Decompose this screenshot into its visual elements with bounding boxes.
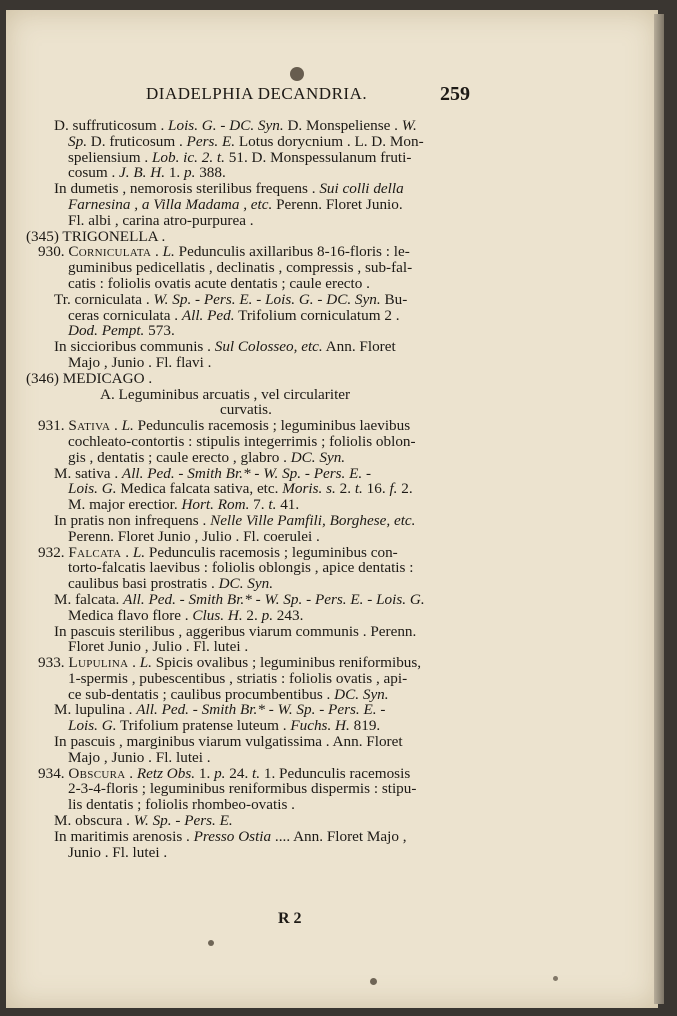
text-line <box>6 750 658 766</box>
line-text: 2. <box>397 480 413 498</box>
citation-text: W. <box>401 117 417 134</box>
citation-text: J. B. H. <box>119 164 166 182</box>
line-text: 819. <box>349 717 381 735</box>
line-text: D. Monspeliense . <box>283 117 402 134</box>
line-text: Pedunculis racemosis ; leguminibus laevibus <box>133 417 411 435</box>
line-text: Lotus dorycnium . L. D. Mon- <box>235 132 424 150</box>
text-line <box>6 387 658 403</box>
ink-speck <box>553 976 558 981</box>
citation-text: All. Ped. - Smith Br.* - W. Sp. - Pers. E. - <box>136 701 386 719</box>
line-text: . <box>125 764 137 782</box>
line-text: Trifolium corniculatum 2 . <box>234 306 400 324</box>
citation-text: t. <box>268 496 277 514</box>
text-line <box>6 497 658 513</box>
text-line <box>6 371 658 387</box>
species-name: Sativa <box>68 417 111 435</box>
line-text: 931. <box>38 417 69 435</box>
text-line <box>6 576 658 592</box>
citation-text: DC. Syn. <box>290 448 346 466</box>
ink-speck <box>290 67 304 81</box>
line-text: In pratis non infrequens . <box>54 511 211 529</box>
line-text: cosum . <box>68 164 120 182</box>
citation-text: Fuchs. H. <box>290 717 350 735</box>
text-line <box>6 829 658 845</box>
line-text: In pascuis sterilibus , aggeribus viarum communis . Perenn. <box>54 622 417 640</box>
line-text: guminibus pedicellatis , declinatis , compressis , sub-fal- <box>68 259 413 277</box>
citation-text: W. Sp. - Pers. E. - Lois. G. - DC. Syn. <box>153 290 381 308</box>
line-text: .... Ann. Floret Majo , <box>271 827 407 845</box>
line-text: Majo , Junio . Fl. lutei . <box>68 748 211 766</box>
citation-text: L. <box>162 243 175 261</box>
text-line <box>6 466 658 482</box>
citation-text: Pers. E. <box>186 132 236 150</box>
line-text: (345) TRIGONELLA . <box>26 227 166 245</box>
line-text: Fl. albi , carina atro-purpurea . <box>68 211 254 229</box>
line-text: Junio . Fl. lutei . <box>68 843 168 861</box>
text-line <box>6 181 658 197</box>
line-text: 2. <box>335 480 355 498</box>
line-text: M. sativa . <box>54 464 122 482</box>
line-text: Floret Junio , Julio . Fl. lutei . <box>68 638 249 656</box>
line-text: Ann. Floret <box>322 338 396 356</box>
line-text: In dumetis , nemorosis sterilibus frequens . <box>54 180 320 198</box>
text-line <box>6 687 658 703</box>
running-title: DIADELPHIA DECANDRIA. <box>146 84 368 103</box>
line-text: 1. <box>165 164 185 182</box>
citation-text: Sui colli della <box>319 180 404 198</box>
citation-text: Lois. G. - DC. Syn. <box>168 117 284 134</box>
text-line <box>6 639 658 655</box>
text-line <box>6 481 658 497</box>
line-text: caulibus basi prostratis . <box>68 575 219 593</box>
citation-text: Lois. G. <box>68 717 117 735</box>
line-text: 388. <box>195 164 226 182</box>
line-text: Trifolium pratense luteum . <box>116 717 291 735</box>
line-text: Perenn. Floret Junio. <box>272 195 403 213</box>
text-line <box>6 229 658 245</box>
line-text: 934. <box>38 764 69 782</box>
book-page <box>6 10 658 1008</box>
citation-text: f. <box>389 480 398 498</box>
citation-text: W. Sp. - Pers. E. <box>133 812 233 830</box>
text-line <box>6 418 658 434</box>
text-line <box>6 339 658 355</box>
page-number: 259 <box>440 83 470 105</box>
line-text: Perenn. Floret Junio , Julio . Fl. coerulei . <box>68 527 320 545</box>
line-text: Tr. corniculata . <box>54 290 154 308</box>
line-text: Spicis ovalibus ; leguminibus reniformibus, <box>151 654 422 672</box>
text-line <box>6 702 658 718</box>
line-text: 932. <box>38 543 69 561</box>
citation-text: p. <box>261 606 273 624</box>
citation-text: Hort. Rom. <box>181 496 250 514</box>
text-line <box>6 718 658 734</box>
text-line <box>6 323 658 339</box>
citation-text: Sp. <box>68 132 87 150</box>
citation-text: Clus. H. <box>192 606 243 624</box>
line-text: Pedunculis racemosis ; leguminibus con- <box>145 543 398 561</box>
line-text: Bu- <box>380 290 408 308</box>
text-line <box>6 213 658 229</box>
text-line <box>6 845 658 861</box>
line-text: . <box>151 243 163 261</box>
text-line <box>6 197 658 213</box>
line-text: gis , dentatis ; caule erecto , glabro . <box>68 448 291 466</box>
citation-text: DC. Syn. <box>218 575 274 593</box>
citation-text: Lois. G. <box>68 480 117 498</box>
line-text: In maritimis arenosis . <box>54 827 194 845</box>
line-text: D. suffruticosum . <box>54 117 169 134</box>
line-text: 1. Pedunculis racemosis <box>260 764 411 782</box>
text-line <box>6 545 658 561</box>
species-name: Falcata <box>68 543 122 561</box>
citation-text: p. <box>214 764 226 782</box>
text-line <box>6 813 658 829</box>
text-line <box>6 766 658 782</box>
text-line <box>6 355 658 371</box>
citation-text: t. <box>354 480 363 498</box>
citation-text: Retz Obs. <box>136 764 196 782</box>
line-text: . <box>110 417 122 435</box>
ink-speck <box>208 940 214 946</box>
line-text: Pedunculis axillaribus 8-16-floris : le- <box>174 243 410 261</box>
ink-speck <box>370 978 377 985</box>
line-text: 573. <box>144 322 175 340</box>
line-text: curvatis. <box>220 401 272 419</box>
line-text: (346) MEDICAGO . <box>26 369 153 387</box>
species-name: Corniculata <box>68 243 152 261</box>
line-text: 41. <box>276 496 300 514</box>
text-line <box>6 734 658 750</box>
species-name: Lupulina <box>68 654 129 672</box>
line-text: 24. <box>225 764 253 782</box>
line-text: M. lupulina . <box>54 701 137 719</box>
line-text: 2-3-4-floris ; leguminibus reniformibus dispermis : stipu- <box>68 780 417 798</box>
citation-text: L. <box>121 417 134 435</box>
line-text: . <box>121 543 133 561</box>
text-line <box>6 624 658 640</box>
citation-text: All. Ped. - Smith Br.* - W. Sp. - Pers. E. - Lois. G. <box>123 590 425 608</box>
page-header <box>6 84 658 110</box>
citation-text: DC. Syn. <box>334 685 389 703</box>
citation-text: Nelle Ville Pamfili, Borghese, etc. <box>210 511 416 529</box>
text-line <box>6 529 658 545</box>
citation-text: Moris. s. <box>282 480 336 498</box>
line-text: ceras corniculata . <box>68 306 182 324</box>
line-text: Medica falcata sativa, etc. <box>116 480 283 498</box>
text-line <box>6 671 658 687</box>
citation-text: L. <box>132 543 146 561</box>
citation-text: t. <box>252 764 261 782</box>
species-name: Obscura <box>68 764 126 782</box>
line-text: D. fruticosum . <box>86 132 187 150</box>
citation-text: L. <box>139 654 152 672</box>
text-line <box>6 655 658 671</box>
citation-text: Lob. ic. 2. t. <box>151 148 225 166</box>
text-line <box>6 150 658 166</box>
line-text: In siccioribus communis . <box>54 338 215 356</box>
body-text <box>6 118 658 860</box>
line-text: 930. <box>38 243 69 261</box>
line-text: A. Leguminibus arcuatis , vel circulariter <box>100 385 351 403</box>
line-text: M. major erectior. <box>68 496 182 514</box>
line-text: In pascuis , marginibus viarum vulgatissima . Ann. Floret <box>54 733 403 751</box>
signature-mark: R 2 <box>278 910 302 927</box>
line-text: torto-falcatis laevibus : foliolis oblongis , apice dentatis : <box>68 559 414 577</box>
citation-text: Sul Colosseo, etc. <box>214 338 323 356</box>
text-line <box>6 165 658 181</box>
citation-text: Presso Ostia <box>193 827 272 845</box>
line-text: cochleato-contortis : stipulis integerrimis ; foliolis oblon- <box>68 432 416 450</box>
text-line <box>6 797 658 813</box>
line-text: 243. <box>273 606 304 624</box>
text-line <box>6 260 658 276</box>
line-text: 2. <box>242 606 262 624</box>
text-line <box>6 608 658 624</box>
text-line <box>6 450 658 466</box>
line-text: M. falcata. <box>54 590 124 608</box>
text-line <box>6 402 658 418</box>
line-text: 16. <box>362 480 390 498</box>
text-line <box>6 276 658 292</box>
text-line <box>6 781 658 797</box>
line-text: 933. <box>38 654 69 672</box>
text-line <box>6 134 658 150</box>
text-line <box>6 118 658 134</box>
line-text: Majo , Junio . Fl. flavi . <box>68 353 212 371</box>
citation-text: Farnesina , a Villa Madama , etc. <box>68 195 273 213</box>
line-text: 51. D. Monspessulanum fruti- <box>224 148 412 166</box>
text-line <box>6 513 658 529</box>
text-line <box>6 434 658 450</box>
line-text: catis : foliolis ovatis acute dentatis ; caule erecto . <box>68 274 370 292</box>
line-text: 1-spermis , pubescentibus , striatis : foliolis ovatis , api- <box>68 669 408 687</box>
line-text: . <box>128 654 140 672</box>
citation-text: p. <box>184 164 196 182</box>
text-line <box>6 560 658 576</box>
citation-text: All. Ped. - Smith Br.* - W. Sp. - Pers. E. - <box>121 464 372 482</box>
line-text: 1. <box>195 764 215 782</box>
line-text: 7. <box>249 496 269 514</box>
line-text: speliensium . <box>68 148 152 166</box>
text-line <box>6 244 658 260</box>
text-line <box>6 592 658 608</box>
line-text: ce sub-dentatis ; caulibus procumbentibus . <box>68 685 335 703</box>
citation-text: Dod. Pempt. <box>68 322 145 340</box>
text-line <box>6 308 658 324</box>
citation-text: All. Ped. <box>181 306 235 324</box>
line-text: Medica flavo flore . <box>68 606 193 624</box>
text-line <box>6 292 658 308</box>
line-text: M. obscura . <box>54 812 134 830</box>
line-text: lis dentatis ; foliolis rhombeo-ovatis . <box>68 796 295 814</box>
